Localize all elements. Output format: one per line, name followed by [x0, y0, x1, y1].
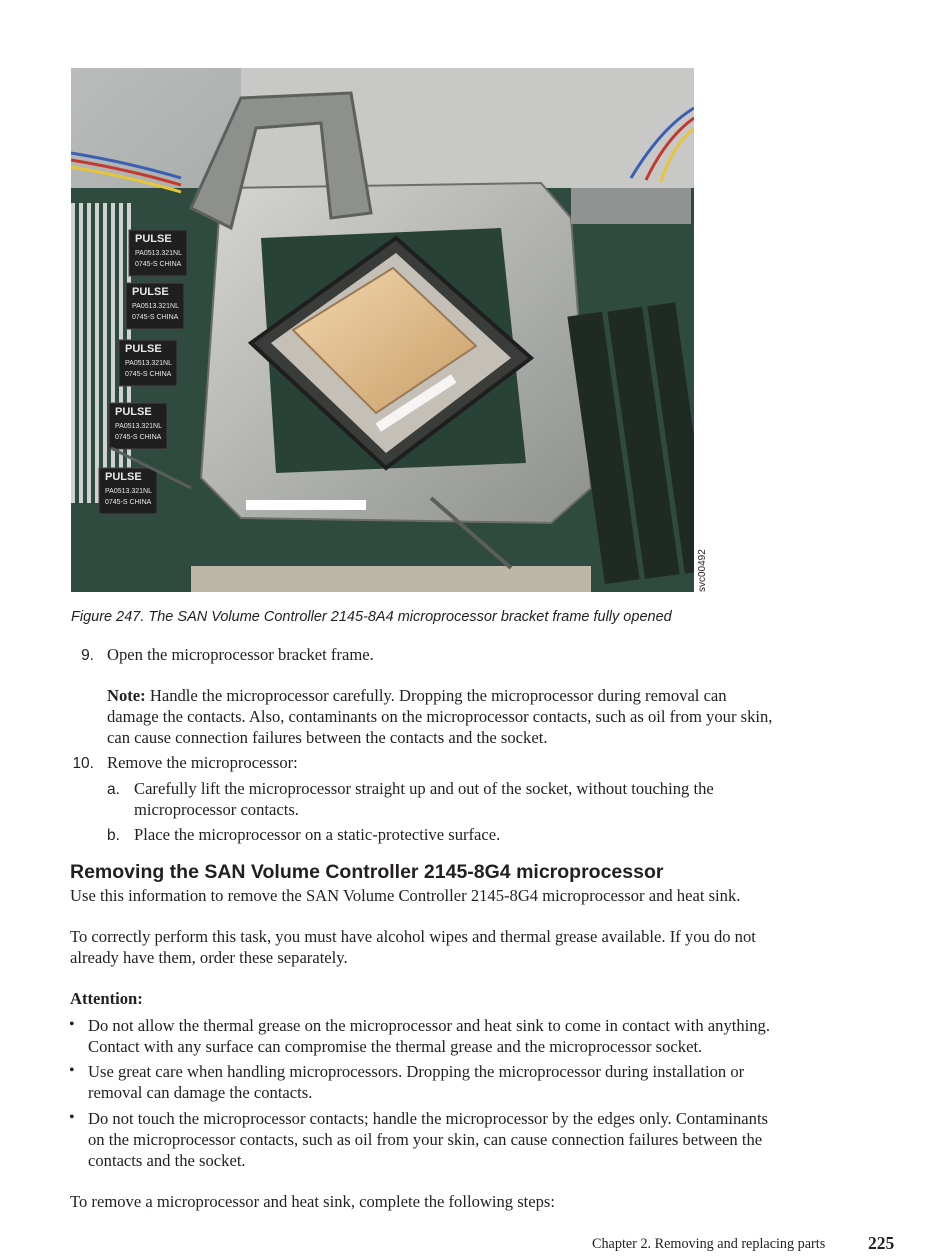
note-label: Note: — [107, 686, 146, 705]
figure-id-text: svc00492 — [697, 549, 708, 592]
substep-line: microprocessor contacts. — [134, 800, 299, 819]
chip-text: PULSE — [125, 343, 162, 355]
bullet-line: Use great care when handling microprocessors. Dropping the microprocessor during installation or — [88, 1062, 745, 1081]
chip-text: PA0513.321NL — [105, 488, 152, 495]
chip-text: PULSE — [135, 233, 172, 245]
chip-text: 0745-S CHINA — [115, 434, 162, 441]
chip-text: PULSE — [105, 471, 142, 483]
pulse-chip — [129, 230, 187, 276]
chip-text: 0745-S CHINA — [132, 314, 179, 321]
figure-caption: Figure 247. The SAN Volume Controller 2145-8A4 microprocessor bracket frame fully opened — [71, 609, 672, 625]
chip-text: PA0513.321NL — [115, 423, 162, 430]
section-paragraph: already have them, order these separately. — [70, 948, 348, 967]
microprocessor-bracket-photo — [71, 68, 694, 592]
note-line: can cause connection failures between the contacts and the socket. — [107, 728, 548, 747]
bullet-line: Do not allow the thermal grease on the microprocessor and heat sink to come in contact with anything. — [88, 1016, 770, 1035]
chip-text: 0745-S CHINA — [135, 261, 182, 268]
substep-line: Carefully lift the microprocessor straight up and out of the socket, without touching the — [134, 779, 714, 798]
bullet-marker: • — [69, 1062, 75, 1079]
bullet-line: contacts and the socket. — [88, 1151, 246, 1170]
pulse-chip — [109, 403, 167, 449]
bullet-line: Do not touch the microprocessor contacts; handle the microprocessor by the edges only. Contaminants — [88, 1109, 769, 1128]
footer-chapter: Chapter 2. Removing and replacing parts — [592, 1236, 826, 1252]
bullet-marker: • — [69, 1016, 75, 1033]
figure-id — [697, 548, 713, 594]
substep-letter: b. — [107, 827, 120, 844]
closing-paragraph: To remove a microprocessor and heat sink, complete the following steps: — [70, 1192, 555, 1211]
note-line: damage the contacts. Also, contaminants on the microprocessor contacts, such as oil from your skin, — [107, 707, 773, 726]
pulse-chip — [126, 283, 184, 329]
step-text: Remove the microprocessor: — [107, 753, 298, 772]
note-line — [107, 686, 727, 707]
step-text: Open the microprocessor bracket frame. — [107, 645, 374, 664]
bullet-marker: • — [69, 1109, 75, 1126]
pulse-chip — [119, 340, 177, 386]
photo-illustration — [71, 68, 694, 592]
chip-text: 0745-S CHINA — [105, 499, 152, 506]
bullet-line: Contact with any surface can compromise the thermal grease and the microprocessor socket. — [88, 1037, 703, 1056]
chip-text: 0745-S CHINA — [125, 371, 172, 378]
section-heading: Removing the SAN Volume Controller 2145-8G4 microprocessor — [70, 861, 664, 883]
bullet-line: on the microprocessor contacts, such as oil from your skin, can cause connection failures between the — [88, 1130, 763, 1149]
step-number: 10. — [72, 755, 94, 772]
attention-label: Attention: — [70, 989, 143, 1008]
substep-line: Place the microprocessor on a static-protective surface. — [134, 825, 501, 844]
section-intro: Use this information to remove the SAN Volume Controller 2145-8G4 microprocessor and heat sink. — [70, 886, 741, 905]
bullet-line: removal can damage the contacts. — [88, 1083, 313, 1102]
step-number: 9. — [81, 647, 94, 664]
chip-text: PULSE — [115, 406, 152, 418]
chip-text: PULSE — [132, 286, 169, 298]
chip-text: PA0513.321NL — [125, 360, 172, 367]
chip-text: PA0513.321NL — [132, 303, 179, 310]
substep-letter: a. — [107, 781, 120, 798]
note-text: Handle the microprocessor carefully. Dropping the microprocessor during removal can — [149, 686, 727, 705]
chip-text: PA0513.321NL — [135, 250, 182, 257]
page-number: 225 — [868, 1233, 895, 1253]
section-paragraph: To correctly perform this task, you must have alcohol wipes and thermal grease available. If you do not — [70, 927, 756, 946]
pulse-chip — [99, 468, 157, 514]
